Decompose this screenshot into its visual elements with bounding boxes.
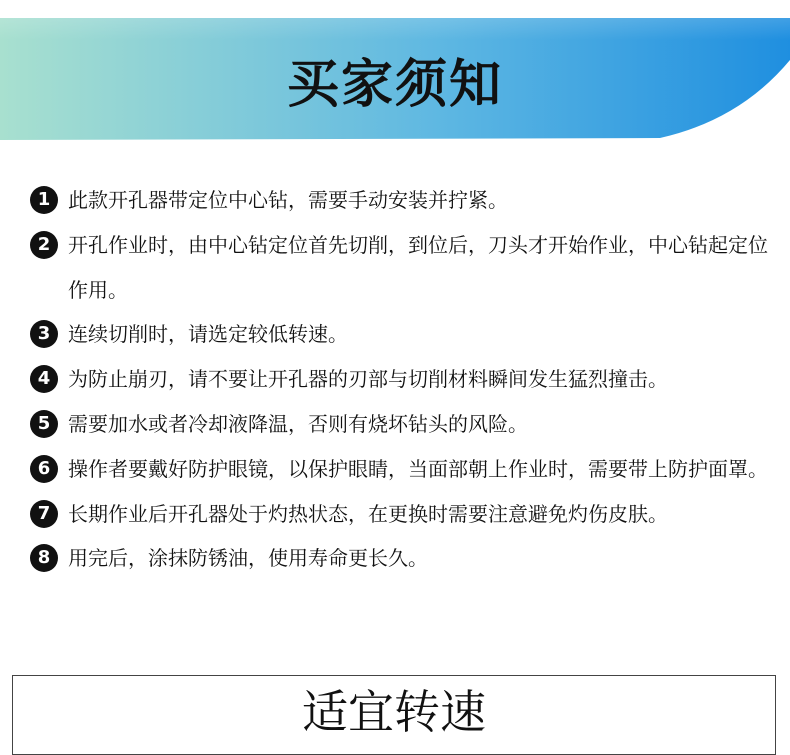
- buyer-notes-list: [30, 178, 770, 581]
- list-item: [30, 357, 770, 402]
- list-item: [30, 402, 770, 447]
- header-banner: [0, 0, 790, 150]
- note-text: 为防止崩刃，请不要让开孔器的刃部与切削材料瞬间发生猛烈撞击。: [68, 367, 668, 392]
- number-badge-icon: 2: [30, 231, 58, 259]
- list-item: [30, 178, 770, 223]
- speed-section-header: [12, 675, 776, 755]
- list-item: [30, 312, 770, 357]
- page-title: 买家须知: [286, 55, 503, 115]
- section-title: 适宜转速: [302, 685, 486, 739]
- list-item: [30, 536, 770, 581]
- note-text: 长期作业后开孔器处于灼热状态，在更换时需要注意避免灼伤皮肤。: [68, 501, 668, 526]
- list-item: [30, 223, 770, 313]
- note-text: 用完后，涂抹防锈油，使用寿命更长久。: [68, 546, 428, 571]
- number-badge-icon: 4: [30, 365, 58, 393]
- note-text: 此款开孔器带定位中心钻，需要手动安装并拧紧。: [68, 188, 508, 212]
- list-item: [30, 447, 770, 492]
- number-badge-icon: 1: [30, 186, 58, 214]
- number-badge-icon: 8: [30, 544, 58, 572]
- number-badge-icon: 3: [30, 320, 58, 348]
- note-text: 需要加水或者冷却液降温，否则有烧坏钻头的风险。: [68, 411, 528, 436]
- number-badge-icon: 5: [30, 410, 58, 438]
- list-item: [30, 492, 770, 537]
- note-text: 开孔作业时，由中心钻定位首先切削，到位后，刀头才开始作业，中心钻起定位作用。: [68, 232, 768, 302]
- note-text: 连续切削时，请选定较低转速。: [68, 322, 348, 347]
- note-text: 操作者要戴好防护眼镜，以保护眼睛，当面部朝上作业时，需要带上防护面罩。: [68, 456, 768, 481]
- number-badge-icon: 7: [30, 500, 58, 528]
- number-badge-icon: 6: [30, 455, 58, 483]
